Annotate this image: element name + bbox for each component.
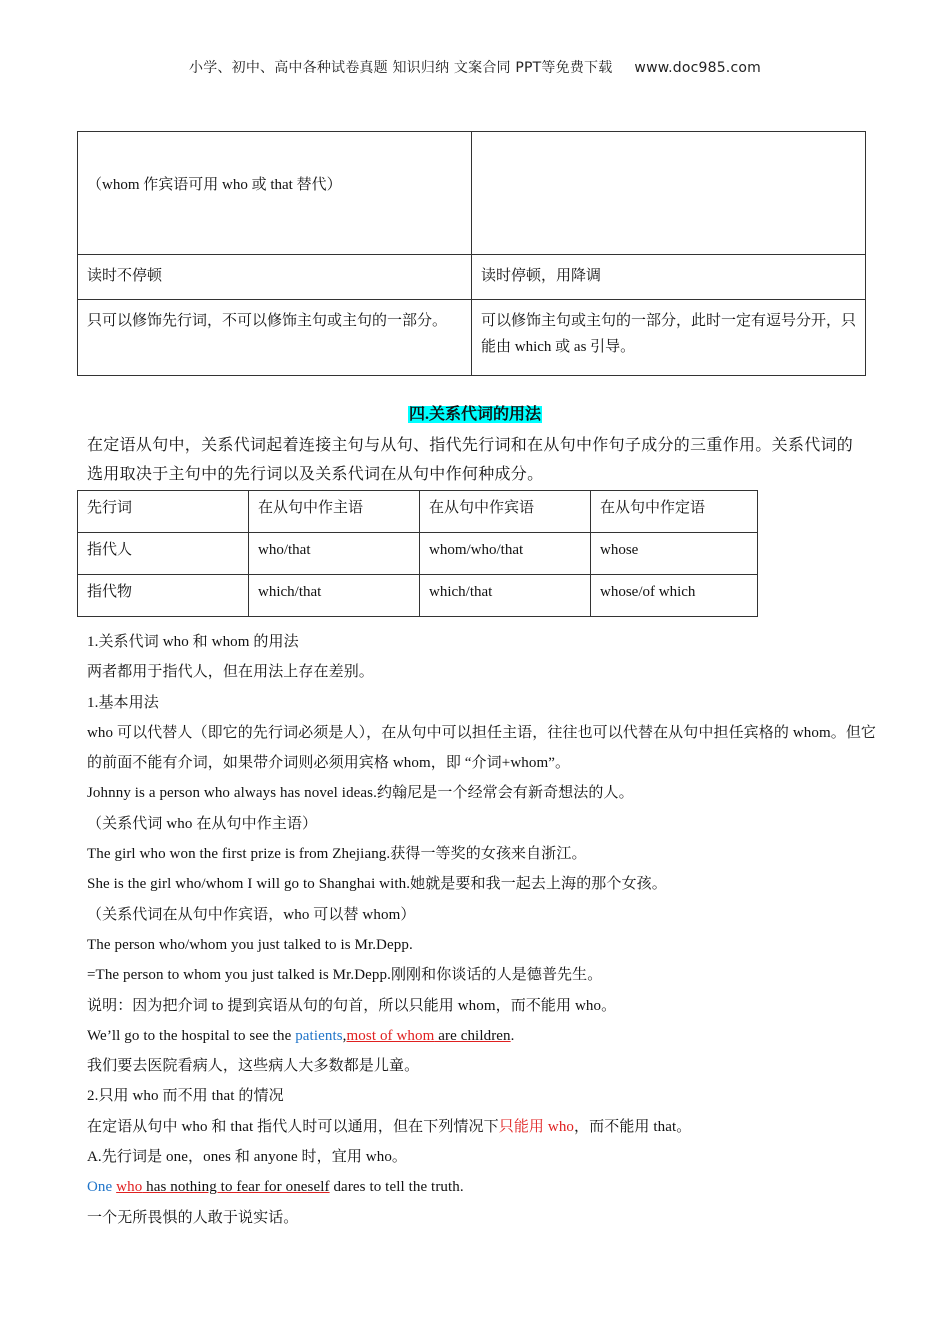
section-title [0, 401, 950, 424]
paragraph: 两者都用于指代人，但在用法上存在差别。 [87, 664, 374, 681]
translation: 我们要去医院看病人，这些病人大多数都是儿童。 [87, 1058, 420, 1075]
table-cell: 指代人 [78, 533, 249, 575]
example-sentence: Johnny is a person who always has novel ideas.约翰尼是一个经常会有新奇想法的人。 [87, 785, 634, 802]
note: （关系代词在从句中作宾语，who 可以替 whom） [87, 906, 416, 923]
text-span: . [510, 1027, 515, 1044]
table-cell: which/that [420, 575, 591, 617]
header-text: 小学、初中、高中各种试卷真题 知识归纳 文案合同 PPT等免费下载 [189, 60, 613, 76]
highlight-pronoun: who [116, 1179, 143, 1196]
example-sentence [87, 1172, 877, 1202]
example-sentence [87, 1021, 877, 1051]
note: 说明：因为把介词 to 提到宾语从句的句首，所以只能用 whom，而不能用 who。 [87, 997, 617, 1014]
section-intro: 在定语从句中，关系代词起着连接主句与从句、指代先行词和在从句中作句子成分的三重作用。关系代词的选用取决于主句中的先行词以及关系代词在从句中作何种成分。 [87, 437, 854, 483]
table-row [78, 575, 758, 617]
table-cell: whose/of which [591, 575, 758, 617]
text-span: 在定语从句中 who 和 that 指代人时可以通用，但在下列情况下 [87, 1118, 499, 1135]
table-header-cell: 先行词 [78, 491, 249, 533]
example-sentence: The girl who won the first prize is from Zhejiang.获得一等奖的女孩来自浙江。 [87, 846, 587, 863]
table-cell: whose [591, 533, 758, 575]
text-span: We’ll go to the hospital to see the [87, 1027, 296, 1044]
table-cell: which/that [249, 575, 420, 617]
rule: A.先行词是 one，ones 和 anyone 时，宜用 who。 [87, 1149, 408, 1166]
subheading: 1.基本用法 [87, 694, 159, 711]
table-row [78, 533, 758, 575]
table-header-cell: 在从句中作主语 [249, 491, 420, 533]
table-cell: 指代物 [78, 575, 249, 617]
table-row [78, 300, 866, 376]
underlined-clause: are children [434, 1027, 511, 1044]
text-span: dares to tell the truth. [329, 1179, 464, 1196]
text-span: ，而不能用 that。 [574, 1118, 692, 1135]
table-cell: 只可以修饰先行词，不可以修饰主句或主句的一部分。 [78, 300, 472, 376]
table-header-cell: 在从句中作宾语 [420, 491, 591, 533]
section-title-text: 四.关系代词的用法 [408, 406, 541, 423]
paragraph [87, 1112, 877, 1142]
comparison-table [77, 131, 866, 376]
table-cell [472, 132, 866, 255]
highlight-antecedent: One [87, 1179, 113, 1196]
underlined-clause: has nothing to fear for oneself [142, 1179, 330, 1196]
pronoun-usage-table [77, 490, 758, 617]
table-header-cell: 在从句中作定语 [591, 491, 758, 533]
example-sentence: The person who/whom you just talked to is Mr.Depp. [87, 936, 413, 953]
text-span: , [342, 1027, 347, 1044]
table-header-row [78, 491, 758, 533]
table-cell: 可以修饰主句或主句的一部分，此时一定有逗号分开，只能由 which 或 as 引导。 [472, 300, 866, 376]
note: （关系代词 who 在从句中作主语） [87, 815, 318, 832]
header-site-link[interactable]: www.doc985.com [634, 60, 761, 76]
example-sentence: =The person to whom you just talked is Mr.Depp.刚刚和你谈话的人是德普先生。 [87, 967, 603, 984]
highlight-antecedent: patients [295, 1027, 343, 1044]
page-header [0, 57, 950, 77]
subheading: 2.只用 who 而不用 that 的情况 [87, 1088, 284, 1105]
body-text [87, 627, 877, 1233]
subheading: 1.关系代词 who 和 whom 的用法 [87, 634, 299, 650]
table-cell: whom/who/that [420, 533, 591, 575]
table-cell: 读时停顿，用降调 [472, 255, 866, 300]
highlight-rule: 只能用 who [498, 1118, 575, 1135]
translation: 一个无所畏惧的人敢于说实话。 [87, 1209, 299, 1226]
example-sentence: She is the girl who/whom I will go to Shanghai with.她就是要和我一起去上海的那个女孩。 [87, 876, 667, 893]
table-row [78, 255, 866, 300]
highlight-pronoun: most of whom [346, 1027, 435, 1044]
table-cell: （whom 作宾语可用 who 或 that 替代） [78, 132, 472, 255]
table-row [78, 132, 866, 255]
table-cell: 读时不停顿 [78, 255, 472, 300]
table-cell: who/that [249, 533, 420, 575]
paragraph: who 可以代替人（即它的先行词必须是人），在从句中可以担任主语，往往也可以代替在从句中担任宾格的 whom。但它的前面不能有介词，如果带介词则必须用宾格 whom，即 “介词+whom”。 [87, 724, 877, 772]
